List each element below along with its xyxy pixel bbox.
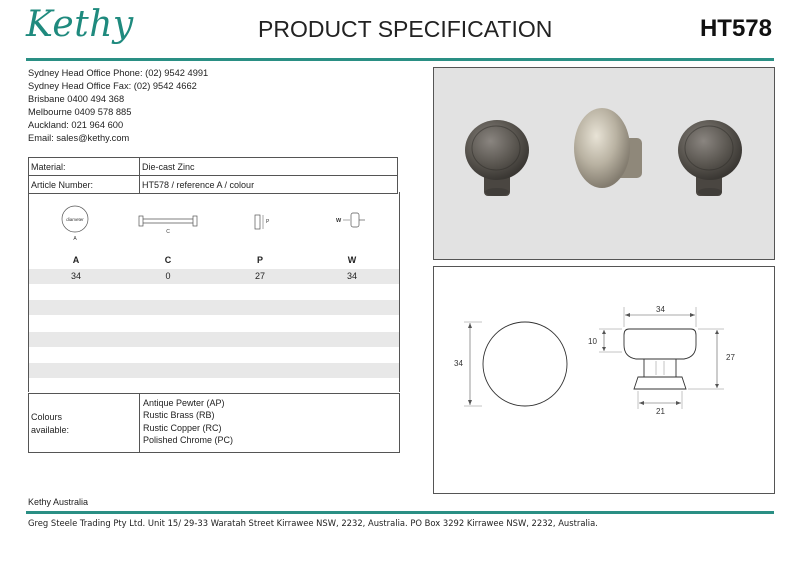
dim-header-c: C xyxy=(164,255,172,265)
colours-label: Colours xyxy=(31,412,63,422)
page-title: PRODUCT SPECIFICATION xyxy=(258,16,553,42)
contact-line: Melbourne 0409 578 885 xyxy=(28,107,132,118)
article-value: HT578 / reference A / colour xyxy=(140,176,398,194)
base-width-label: 21 xyxy=(656,407,665,416)
footer-company: Kethy Australia xyxy=(28,497,89,507)
dim-header-p: P xyxy=(256,255,263,265)
dimension-icons xyxy=(29,196,399,246)
projection-icon xyxy=(251,212,275,236)
colours-table xyxy=(28,393,400,453)
colour-options xyxy=(143,397,233,446)
dimension-values-row xyxy=(29,269,399,284)
front-diameter-label: 34 xyxy=(454,359,463,368)
diameter-icon xyxy=(60,202,90,244)
colour-option: Antique Pewter (AP) xyxy=(143,398,225,408)
dimension-panel xyxy=(28,192,400,392)
spec-table xyxy=(28,157,398,194)
dim-value-p: 27 xyxy=(254,271,265,281)
article-label: Article Number: xyxy=(29,176,140,194)
kethy-logo: Kethy xyxy=(26,4,134,45)
contact-line: Sydney Head Office Phone: (02) 9542 4991 xyxy=(28,68,209,78)
header-divider xyxy=(26,58,774,61)
footer-divider xyxy=(26,511,774,514)
contact-line: Auckland: 021 964 600 xyxy=(28,120,124,131)
material-value: Die-cast Zinc xyxy=(140,158,398,176)
side-view xyxy=(588,305,735,416)
dim-value-c: 0 xyxy=(165,271,171,281)
width-icon xyxy=(335,210,367,234)
front-view xyxy=(454,322,567,406)
diameter-icon-label: diameter xyxy=(66,217,84,222)
colours-label-cell xyxy=(29,394,140,452)
dim-header-w: W xyxy=(347,255,357,265)
contact-block xyxy=(28,67,208,146)
cap-height-label: 10 xyxy=(588,337,597,346)
footer-address: Greg Steele Trading Pty Ltd. Unit 15/ 29-33 Waratah Street Kirrawee NSW, 2232, Australia. PO Box 3292 Kirrawee NSW, 2232, Australia. xyxy=(28,518,598,528)
contact-line: Sydney Head Office Fax: (02) 9542 4662 xyxy=(28,81,197,92)
diameter-icon-a: A xyxy=(73,236,77,242)
dim-value-w: 34 xyxy=(346,271,357,281)
dim-value-a: 34 xyxy=(70,271,81,281)
product-photo xyxy=(433,67,775,260)
colour-option: Rustic Brass (RB) xyxy=(143,410,215,421)
dim-header-a: A xyxy=(72,255,80,265)
empty-row-stripe xyxy=(29,300,399,315)
table-row xyxy=(29,158,398,176)
empty-row-stripe xyxy=(29,363,399,378)
side-width-label: 34 xyxy=(656,305,665,314)
centres-icon-c: C xyxy=(166,229,170,235)
table-row xyxy=(29,176,398,194)
contact-email[interactable]: Email: sales@kethy.com xyxy=(28,133,130,144)
width-icon-w: W xyxy=(336,218,342,224)
colour-option: Polished Chrome (PC) xyxy=(143,434,234,445)
projection-icon-p: P xyxy=(266,219,270,225)
technical-drawing xyxy=(433,266,775,494)
centres-icon xyxy=(137,210,199,236)
material-label: Material: xyxy=(29,158,140,176)
side-height-label: 27 xyxy=(726,353,735,362)
product-code: HT578 xyxy=(699,15,772,42)
colour-option: Rustic Copper (RC) xyxy=(143,422,222,433)
empty-row-stripe xyxy=(29,332,399,347)
colours-label-available: available: xyxy=(31,425,70,435)
contact-line: Brisbane 0400 494 368 xyxy=(28,94,125,105)
